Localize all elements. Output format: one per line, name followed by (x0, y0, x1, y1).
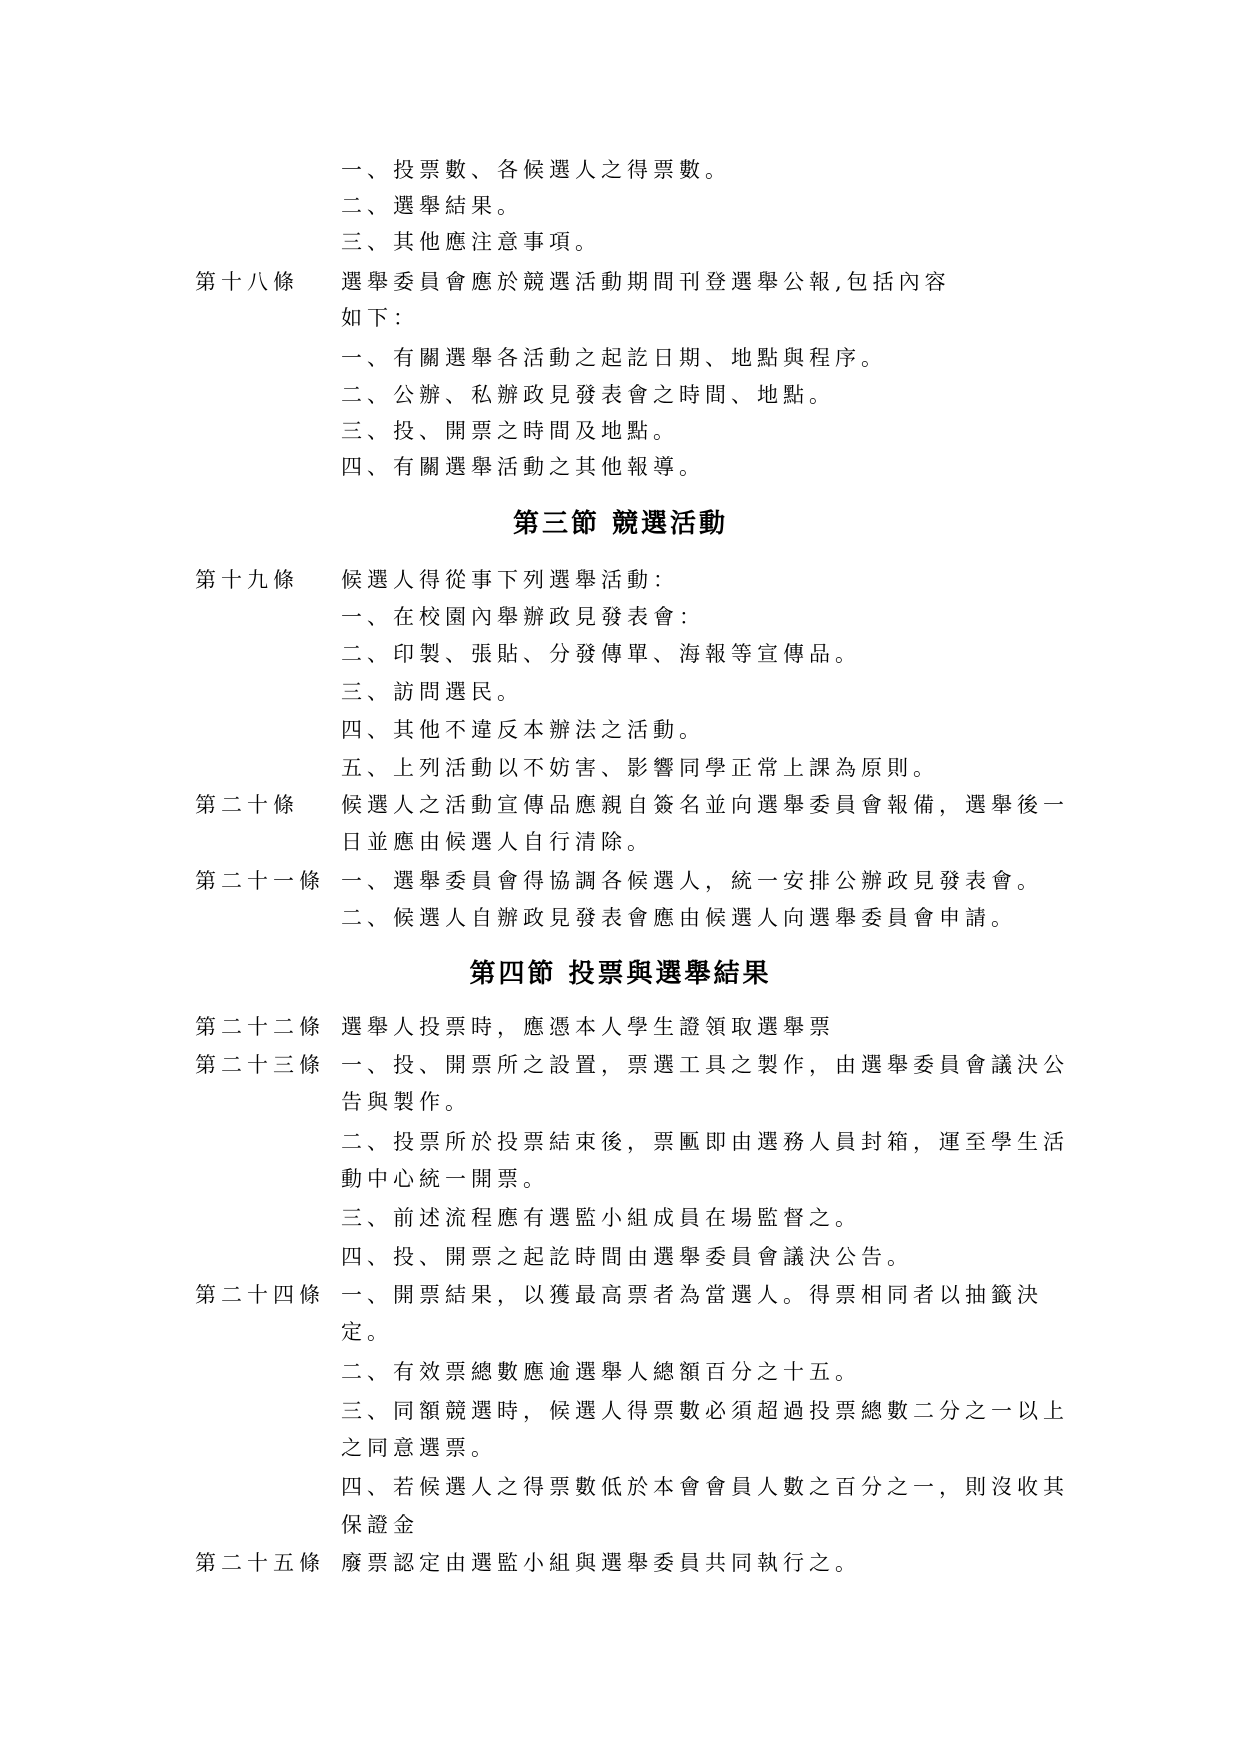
list-item: 保證金 (341, 1513, 419, 1537)
section-heading: 第四節 投票與選舉結果 (469, 959, 772, 989)
list-item: 一、選舉委員會得協調各候選人，統一安排公辦政見發表會。 (341, 869, 1043, 893)
list-item: 二、印製、張貼、分發傳單、海報等宣傳品。 (341, 642, 861, 666)
list-item: 三、訪問選民。 (341, 680, 523, 704)
list-item: 四、有關選舉活動之其他報導。 (341, 455, 705, 479)
list-item: 告與製作。 (341, 1090, 471, 1114)
list-item: 二、投票所於投票結束後，票匭即由選務人員封箱，運至學生活 (341, 1130, 1069, 1154)
article-text: 如下： (341, 306, 419, 330)
article-label: 第二十條 (195, 793, 299, 817)
list-item: 一、有關選舉各活動之起訖日期、地點與程序。 (341, 346, 887, 370)
section-heading: 第三節 競選活動 (512, 509, 729, 539)
list-item: 動中心統一開票。 (341, 1167, 549, 1191)
list-item: 四、若候選人之得票數低於本會會員人數之百分之一，則沒收其 (341, 1475, 1069, 1499)
list-item: 一、投、開票所之設置，票選工具之製作，由選舉委員會議決公 (341, 1053, 1069, 1077)
article-label: 第二十五條 (195, 1551, 325, 1575)
list-item: 四、其他不違反本辦法之活動。 (341, 718, 705, 742)
list-item: 三、同額競選時，候選人得票數必須超過投票總數二分之一以上 (341, 1399, 1069, 1423)
article-label: 第二十一條 (195, 869, 325, 893)
list-item: 之同意選票。 (341, 1436, 497, 1460)
list-item: 二、選舉結果。 (341, 194, 523, 218)
list-item: 五、上列活動以不妨害、影響同學正常上課為原則。 (341, 756, 939, 780)
list-item: 四、投、開票之起訖時間由選舉委員會議決公告。 (341, 1245, 913, 1269)
list-item: 二、公辦、私辦政見發表會之時間、地點。 (341, 383, 835, 407)
list-item: 三、前述流程應有選監小組成員在場監督之。 (341, 1206, 861, 1230)
article-text: 選舉委員會應於競選活動期間刊登選舉公報,包括內容 (341, 270, 951, 294)
article-label: 第二十四條 (195, 1283, 325, 1307)
article-text: 選舉人投票時，應憑本人學生證領取選舉票 (341, 1015, 835, 1039)
list-item: 三、其他應注意事項。 (341, 230, 601, 254)
list-item: 定。 (341, 1320, 393, 1344)
article-text: 候選人之活動宣傳品應親自簽名並向選舉委員會報備，選舉後一 (341, 793, 1069, 817)
article-label: 第十九條 (195, 568, 299, 592)
article-label: 第十八條 (195, 270, 299, 294)
list-item: 二、有效票總數應逾選舉人總額百分之十五。 (341, 1360, 861, 1384)
list-item: 一、開票結果，以獲最高票者為當選人。得票相同者以抽籤決 (341, 1283, 1043, 1307)
article-text: 廢票認定由選監小組與選舉委員共同執行之。 (341, 1551, 861, 1575)
list-item: 一、在校園內舉辦政見發表會： (341, 605, 705, 629)
list-item: 一、投票數、各候選人之得票數。 (341, 158, 731, 182)
article-label: 第二十二條 (195, 1015, 325, 1039)
article-text: 日並應由候選人自行清除。 (341, 830, 653, 854)
list-item: 三、投、開票之時間及地點。 (341, 419, 679, 443)
list-item: 二、候選人自辦政見發表會應由候選人向選舉委員會申請。 (341, 906, 1017, 930)
article-label: 第二十三條 (195, 1053, 325, 1077)
article-text: 候選人得從事下列選舉活動： (341, 568, 679, 592)
